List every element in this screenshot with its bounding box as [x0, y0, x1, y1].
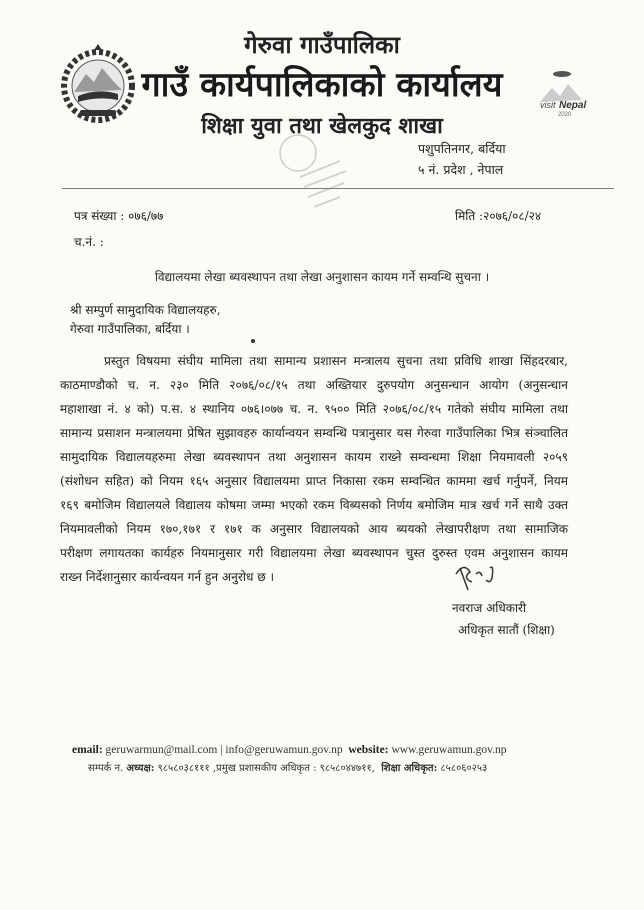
email-primary[interactable]: geruwarmun@mail.com	[105, 744, 218, 756]
municipality-name: गेरुवा गाउँपालिका	[244, 30, 400, 59]
body-line: परीक्षण लगायतका कार्यहरु नियमानुसार गरी विद्यालयमा लेखा ब्यवस्थापन चुस्त दुरुस्त एवम अनुशासन कायम	[60, 546, 568, 560]
body-line: (संशोधन सहित) को नियम १६५ अनुसार विद्यालयमा प्राप्त निकासा रकम सम्वन्धित काममा खर्च गर्नुपर्ने, नियम	[60, 474, 568, 488]
letter-subject: विद्यालयमा लेखा ब्यवस्थापन तथा लेखा अनुशासन कायम गर्ने सम्वन्धि सुचना ।	[154, 270, 490, 284]
address-line-2: ५ नं. प्रदेश , नेपाल	[418, 162, 504, 177]
footer-contact-line	[72, 744, 507, 756]
education-officer-phone: ८५८०६०२५३	[440, 763, 488, 774]
cao-label: ,प्रमुख प्रशासकीय अधिकृत :	[212, 763, 317, 774]
website-label: website:	[348, 744, 389, 756]
chair-phone: ९८५८०३८१११	[157, 763, 210, 774]
signatory-title: अधिकृत सातौं (शिक्षा)	[458, 623, 555, 637]
address-line-1: पशुपतिनगर, बर्दिया	[418, 141, 506, 156]
website-link[interactable]: www.geruwamun.gov.np	[391, 744, 507, 756]
separator: |	[220, 744, 223, 756]
chair-label: अध्यक्ष:	[126, 763, 155, 774]
body-line: नियमावलीको नियम १७०,१७१ र १७१ क अनुसार विद्यालयको आय ब्ययको लेखापरीक्षण तथा सामाजिक	[60, 522, 568, 536]
email-secondary[interactable]: info@geruwamun.gov.np	[225, 744, 343, 756]
scan-speck	[251, 339, 255, 343]
header-divider	[62, 188, 614, 189]
svg-text:visit: visit	[540, 100, 556, 110]
body-line: सामान्य प्रसाशन मन्त्रालयमा प्रेषित सुझावहरु कार्यान्वयन सम्वन्धि पत्रानुसार यस गेरुवा गाउँपालिका भित्र संञ्चालित	[60, 426, 568, 440]
email-label: email:	[72, 744, 103, 756]
body-line: काठमाण्डौको च. न. २३० मिति २०७६/०८/१५ तथा अख्तियार दुरुपयोग अनुसन्धान आयोग (अनुसन्धान	[60, 378, 568, 392]
body-line: प्रस्तुत विषयमा संघीय मामिला तथा सामान्य प्रशासन मन्त्रालय सुचना तथा प्रविधि शाखा सिंहदरबार,	[104, 354, 568, 368]
education-officer-label: शिक्षा अधिकृत:	[381, 763, 438, 774]
cao-phone: ९८५८०४४७११,	[319, 763, 375, 774]
body-line: सामुदायिक विद्यालयहरुमा लेखा ब्यवस्थापन तथा अनुशासन कायम राख्ने सम्वन्धमा शिक्षा नियमावली २०५९	[60, 450, 568, 464]
footer-phone-line	[88, 760, 487, 774]
body-line: महाशाखा नं. ४ को) प.स. ४ स्थानिय ०७६।०७७ च. न. ९५०० मिति २०७६/०८/१५ गतेको संघीय मामिला तथा	[60, 402, 568, 416]
signatory-name: नवराज अधिकारी	[452, 601, 527, 615]
dispatch-number: च.नं. :	[74, 235, 104, 249]
svg-text:Nepal: Nepal	[559, 100, 587, 111]
recipient-line-2: गेरुवा गाउँपालिका, बर्दिया ।	[70, 322, 190, 336]
contact-prefix: सम्पर्क न.	[88, 763, 124, 774]
recipient-line-1: श्री सम्पुर्ण सामुदायिक विद्यालयहरु,	[70, 303, 221, 317]
letter-body	[60, 349, 568, 589]
letter-date: मिति :२०७६/०८/२४	[455, 209, 542, 223]
signature-icon	[450, 560, 520, 596]
svg-text:2020: 2020	[558, 112, 572, 118]
office-name: गाउँ कार्यपालिकाको कार्यालय	[141, 65, 503, 105]
section-name: शिक्षा युवा तथा खेलकुद शाखा	[201, 113, 443, 139]
body-line: १६९ बमोजिम विद्यालयले विद्यालय कोषमा जम्मा भएको रकम विब्यसको निर्णय बमोजिम मात्र खर्च गर्ने साथै उक्त	[60, 498, 568, 512]
body-line: राख्न निर्देशानुसार कार्यन्वयन गर्न हुन अनुरोध छ ।	[60, 570, 275, 584]
reference-number: पत्र संख्या : ०७६/७७	[74, 209, 164, 223]
